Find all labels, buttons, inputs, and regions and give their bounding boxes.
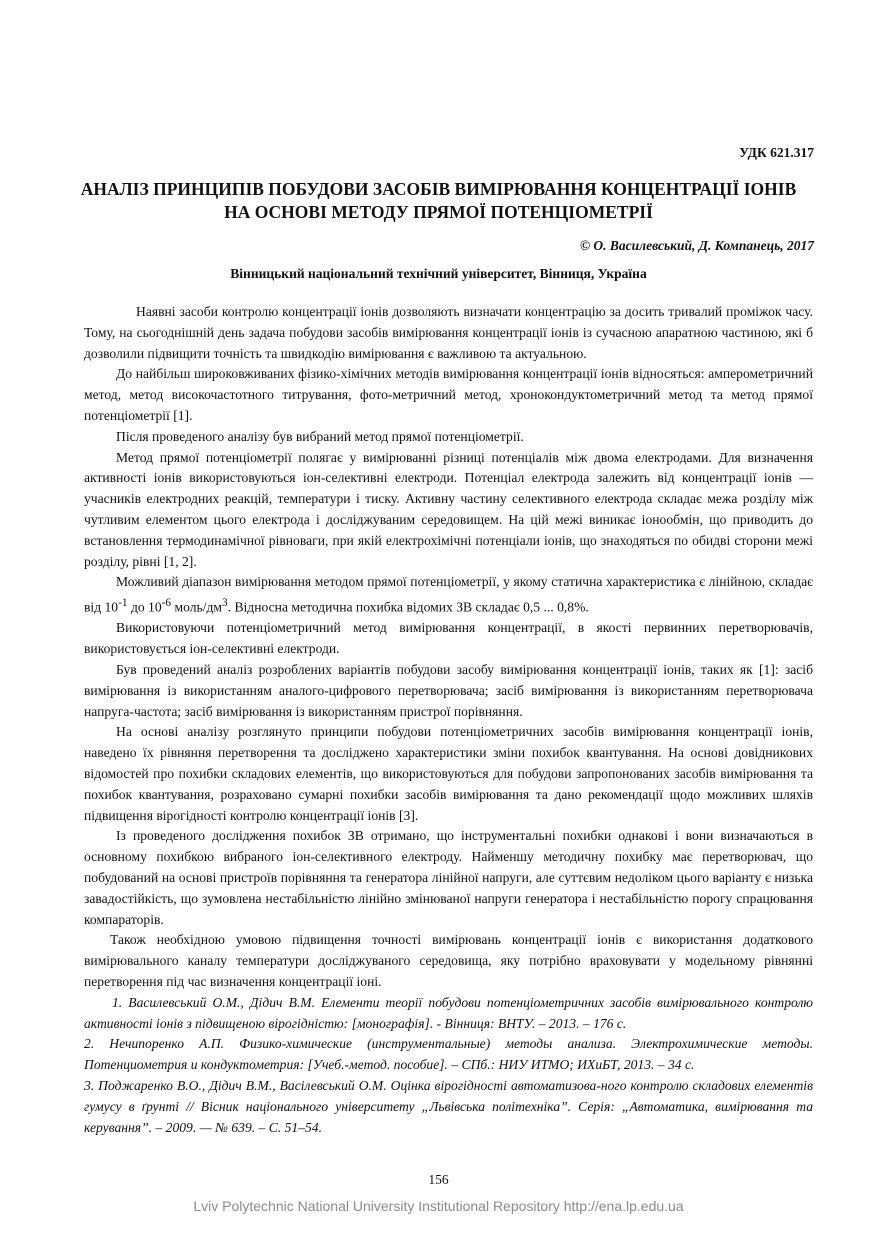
paragraph-10: Також необхідною умовою підвищення точності вимірювань концентрації іонів є використання додаткового вимірювального каналу температури досліджуваного середовища, яку потрібно враховувати у модельному рівнянні перетворення під час визначення концентрації іоні. xyxy=(84,932,813,990)
affiliation-line: Вінницький національний технічний університет, Вінниця, Україна xyxy=(230,266,647,281)
paragraph-6: Використовуючи потенціометричний метод вимірювання концентрації, в якості первинних перетворювачів, використовується іон-селективні електроди. xyxy=(84,620,813,657)
udk-code: УДК 621.317 xyxy=(739,145,814,160)
reference-3: 3. Поджаренко В.О., Дідич В.М., Васілевський О.М. Оцінка вірогідності автоматизова-ного контролю складових елементів гумусу в ґрунті // Вісник національного університету „Львівська політехніка”. Серія: „Автоматика, вимірювання та керування”. – 2009. — № 639. – С. 51–54. xyxy=(84,1078,813,1135)
paragraph-9: Із проведеного дослідження похибок ЗВ отримано, що інструментальні похибки однакові і вони визначаються в основному похибкою вибраного іон-селективного електроду. Найменшу методичну похибку має перетворювач, що побудований на основі пристроїв порівняння та генератора лінійної напруги, але суттєвим недоліком цього варіанту є низька завадостійкість, що зумовлена нестабільністю лінійно змінюваної напруги генератора і нестабільністю порогу спрацювання компараторів. xyxy=(84,828,813,927)
body-text xyxy=(84,302,813,1138)
exponent-2: -6 xyxy=(161,597,172,610)
reference-list xyxy=(84,993,813,1139)
reference-1-publisher: . - Вінниця: ВНТУ. – 2013. – 176 с. xyxy=(429,1015,627,1031)
exponent-3: 3 xyxy=(222,597,228,610)
repository-footer: Lviv Polytechnic National University Institutional Repository http://ena.lp.edu.ua xyxy=(193,1198,684,1214)
paragraph-7: Був проведений аналіз розроблених варіантів побудови засобу вимірювання концентрації іонів, таких як [1]: засіб вимірювання із використанням аналого-цифрового перетворювача; засіб вимірювання із використанням перетворювача напруга-частота; засіб вимірювання із використанням пристрої порівняння. xyxy=(84,662,813,719)
paragraph-5 xyxy=(84,572,813,618)
reference-1 xyxy=(84,993,813,1035)
paragraph-5-part-b: до 10 xyxy=(127,599,162,615)
reference-1-title: 1. Василевський О.М., Дідич В.М. Елементи теорії побудови потенціометричних засобів вимірювального контролю активності іонів з підвищеною вірогідністю: [монографія] xyxy=(84,994,813,1031)
paragraph-2: До найбільш широковживаних фізико-хімічних методів вимірювання концентрації іонів відносяться: амперометричний метод, метод високочастотного титрування, фото-метричний метод, хронокондуктометричний метод та метод прямої потенціометрії [1]. xyxy=(84,366,813,423)
exponent-1: -1 xyxy=(118,597,128,610)
reference-2: 2. Нечипоренко А.П. Физико-химические (инструментальные) методы анализа. Электрохимические методы. Потенциометрия и кондуктометрия: [Учеб.-метод. пособие]. – СПб.: НИУ ИТМО; ИХиБТ, 2013. – 34 с. xyxy=(84,1036,813,1073)
paragraph-5-part-d: . Відносна методична похибка відомих ЗВ складає 0,5 ... 0,8%. xyxy=(227,599,589,615)
paper-title-line-1: АНАЛІЗ ПРИНЦИПІВ ПОБУДОВИ ЗАСОБІВ ВИМІРЮВАННЯ КОНЦЕНТРАЦІЇ ІОНІВ xyxy=(80,179,797,199)
authors-line: © О. Василевський, Д. Компанець, 2017 xyxy=(579,238,814,253)
paper-title-line-2: НА ОСНОВІ МЕТОДУ ПРЯМОЇ ПОТЕНЦІОМЕТРІЇ xyxy=(224,202,653,222)
paragraph-5-part-c: моль/дм xyxy=(171,599,222,615)
paper-title xyxy=(60,178,817,224)
page-number: 156 xyxy=(428,1172,449,1187)
paragraph-3: Після проведеного аналізу був вибраний метод прямої потенціометрії. xyxy=(116,428,524,444)
paragraph-1: Наявні засоби контролю концентрації іонів дозволяють визначати концентрацію за досить тривалий проміжок часу. Тому, на сьогоднішній день задача побудови засобів вимірювання концентрації іонів із сучасною апаратною частиною, які б дозволили підвищити точність та швидкодію вимірювання є важливою та актуальною. xyxy=(84,304,813,361)
paragraph-5-part-a: Можливий діапазон вимірювання методом прямої потенціометрії, у якому статична характеристика є лінійною, складає від 10 xyxy=(84,574,813,615)
paragraph-8: На основі аналізу розглянуто принципи побудови потенціометричних засобів вимірювання концентрації іонів, наведено їх рівняння перетворення та досліджено характеристики зміни похибок квантування. На основі довідникових відомостей про похибки складових елементів, що використовуються для побудови запропонованих засобів вимірювання та похибок квантування, розраховано сумарні похибки засобів вимірювання та дано рекомендації щодо можливих шляхів підвищення вірогідності контролю концентрації іонів [3]. xyxy=(84,724,813,823)
paragraph-4: Метод прямої потенціометрії полягає у вимірюванні різниці потенціалів між двома електродами. Для визначення активності іонів використовуються іон-селективні електроди. Потенціал електрода залежить від концентрації іонів — учасників електродних реакцій, температури і тиску. Активну частину селективного електрода складає межа розділу між чутливим елементом цього електрода і досліджуваним середовищем. На цій межі виникає іонообмін, що приводить до встановлення термодинамічної рівноваги, при якій електрохімічні потенціали іонів, що знаходяться по обидві сторони межі розділу, рівні [1, 2]. xyxy=(84,449,813,569)
